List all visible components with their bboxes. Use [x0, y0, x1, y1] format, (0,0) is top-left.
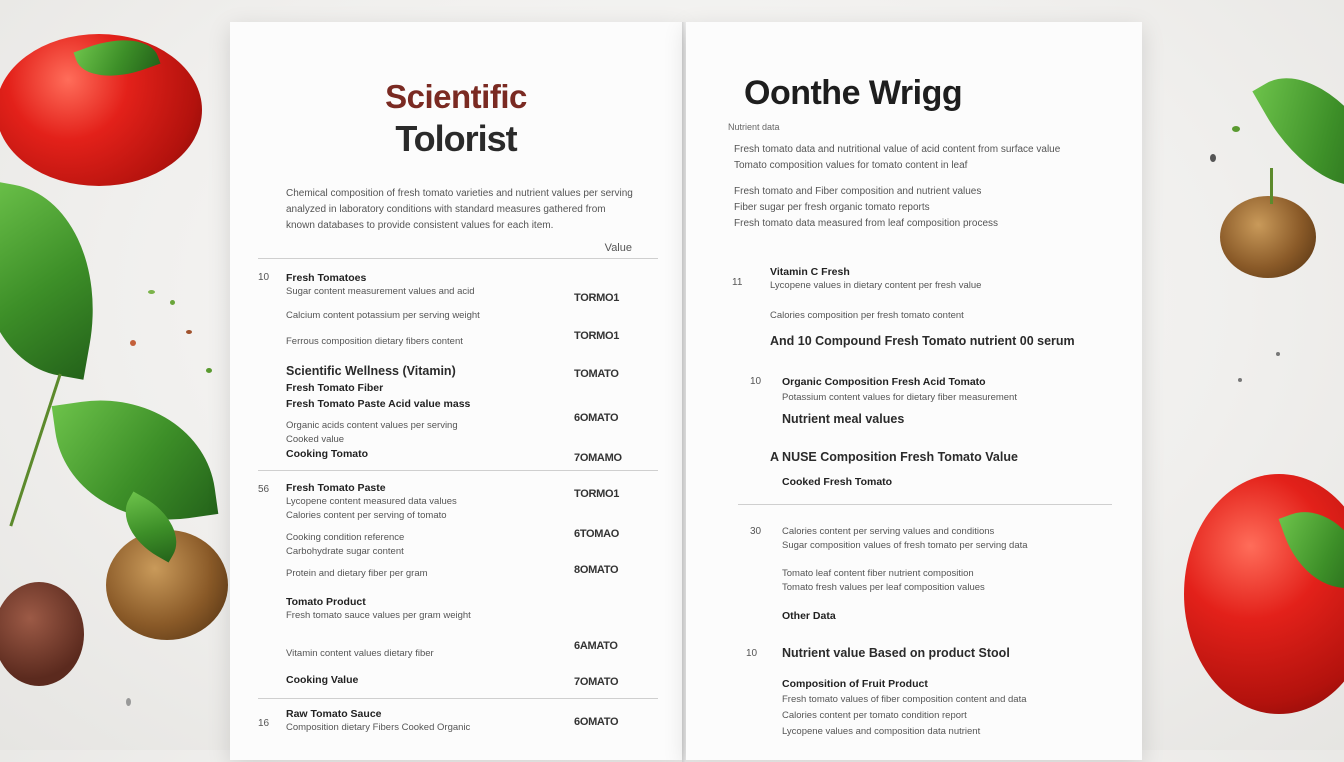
divider: [258, 258, 658, 259]
value-cell: 7OMAMO: [574, 452, 622, 464]
value-cell: TORMO1: [574, 292, 620, 304]
leaf-left-large-icon: [0, 180, 115, 379]
list-item: Tomato leaf content fiber nutrient composition: [782, 568, 974, 579]
right-page: [686, 22, 1142, 760]
crumb-icon: [1238, 378, 1242, 382]
list-item: Organic acids content values per serving: [286, 420, 458, 431]
value-cell: 6TOMAO: [574, 528, 620, 540]
tomato-bottom-right-icon: [1184, 474, 1344, 714]
value-cell: 6OMATO: [574, 716, 619, 728]
list-item: Calcium content potassium per serving weight: [286, 310, 480, 321]
list-item: Tomato Product: [286, 596, 366, 608]
list-item: And 10 Compound Fresh Tomato nutrient 00 serum: [770, 334, 1075, 348]
section-number: 16: [258, 718, 270, 729]
list-item: Fresh Tomato Paste: [286, 482, 386, 494]
left-page: [230, 22, 682, 760]
list-item: Sugar composition values of fresh tomato per serving data: [782, 540, 1028, 551]
list-item: Cooked value: [286, 434, 345, 445]
section-number: 30: [750, 526, 762, 537]
list-item: Cooking Tomato: [286, 448, 369, 460]
list-item: Lycopene values and composition data nutrient: [782, 726, 981, 737]
divider: [258, 470, 658, 471]
section-number: 56: [258, 484, 270, 495]
value-cell: 7OMATO: [574, 676, 619, 688]
list-item: Fresh Tomato Fiber: [286, 382, 384, 394]
value-cell: 8OMATO: [574, 564, 619, 576]
list-item: Vitamin C Fresh: [770, 266, 850, 278]
list-item: Ferrous composition dietary fibers content: [286, 336, 463, 347]
list-item: Calories content per serving of tomato: [286, 510, 447, 521]
subheading: Nutrient data: [728, 122, 780, 132]
column-header: Value: [604, 242, 632, 254]
list-item: Potassium content values for dietary fiber measurement: [782, 392, 1017, 403]
list-item: Nutrient value Based on product Stool: [782, 646, 1010, 660]
list-item: Sugar content measurement values and acid: [286, 286, 475, 297]
list-item: Lycopene content measured data values: [286, 496, 457, 507]
crumb-icon: [186, 330, 192, 334]
list-item: Cooked Fresh Tomato: [782, 476, 893, 488]
list-item: Fresh Tomatoes: [286, 272, 367, 284]
intro-bullet: Fresh tomato data and nutritional value of acid content from surface value: [734, 144, 1061, 155]
crumb-icon: [1210, 154, 1216, 162]
intro-paragraph: Chemical composition of fresh tomato varieties and nutrient values per serving analyzed in laboratory conditions with standard measures gathered from known databases to provide consistent values for each item.: [286, 188, 633, 231]
crumb-icon: [126, 698, 131, 706]
divider: [738, 504, 1112, 505]
value-cell: TOMATO: [574, 368, 619, 380]
crumb-icon: [170, 300, 175, 305]
list-item: Cooking condition reference: [286, 532, 405, 543]
page-title-line2: Tolorist: [395, 118, 517, 159]
list-item: Organic Composition Fresh Acid Tomato: [782, 376, 986, 388]
list-item: Fresh Tomato Paste Acid value mass: [286, 398, 471, 410]
list-item: Calories composition per fresh tomato content: [770, 310, 964, 321]
crumb-icon: [148, 290, 155, 294]
list-item: Carbohydrate sugar content: [286, 546, 404, 557]
section-number: 11: [732, 277, 743, 288]
intro-bullet: Fresh tomato data measured from leaf composition process: [734, 218, 999, 229]
list-item: Calories content per tomato condition report: [782, 710, 967, 721]
list-item: Nutrient meal values: [782, 412, 905, 426]
value-cell: TORMO1: [574, 488, 620, 500]
seed-pod-icon: [1220, 196, 1316, 278]
crumb-icon: [130, 340, 136, 346]
crumb-icon: [1276, 352, 1280, 356]
list-item: Tomato fresh values per leaf composition values: [782, 582, 985, 593]
divider: [258, 698, 658, 699]
seed-pod-stem-icon: [1270, 168, 1273, 204]
value-cell: 6OMATO: [574, 412, 619, 424]
intro-bullet: Fresh tomato and Fiber composition and nutrient values: [734, 186, 982, 197]
leaf-right-top-icon: [1252, 51, 1344, 212]
section-number: 10: [746, 648, 758, 659]
list-item: Vitamin content values dietary fiber: [286, 648, 434, 659]
list-item: Calories content per serving values and conditions: [782, 526, 995, 537]
value-cell: TORMO1: [574, 330, 620, 342]
berry-cluster-icon: [0, 582, 84, 686]
list-item: Composition dietary Fibers Cooked Organic: [286, 722, 471, 733]
list-item: Other Data: [782, 610, 836, 622]
page-title-line1: Scientific: [385, 78, 527, 115]
list-item: A NUSE Composition Fresh Tomato Value: [770, 450, 1018, 464]
value-cell: 6AMATO: [574, 640, 618, 652]
intro-bullet: Tomato composition values for tomato content in leaf: [734, 160, 968, 171]
list-item: Raw Tomato Sauce: [286, 708, 382, 720]
list-item: Cooking Value: [286, 674, 359, 686]
intro-bullet: Fiber sugar per fresh organic tomato reports: [734, 202, 930, 213]
list-item: Lycopene values in dietary content per fresh value: [770, 280, 982, 291]
list-item: Fresh tomato values of fiber composition content and data: [782, 694, 1027, 705]
crumb-icon: [206, 368, 212, 373]
vine-stem-icon: [9, 373, 61, 526]
list-item: Protein and dietary fiber per gram: [286, 568, 428, 579]
section-number: 10: [750, 376, 762, 387]
page-title: Oonthe Wrigg: [744, 74, 963, 112]
crumb-icon: [1232, 126, 1240, 132]
section-number: 10: [258, 272, 270, 283]
list-item: Scientific Wellness (Vitamin): [286, 364, 456, 378]
list-item: Fresh tomato sauce values per gram weight: [286, 610, 471, 621]
list-item: Composition of Fruit Product: [782, 678, 928, 690]
